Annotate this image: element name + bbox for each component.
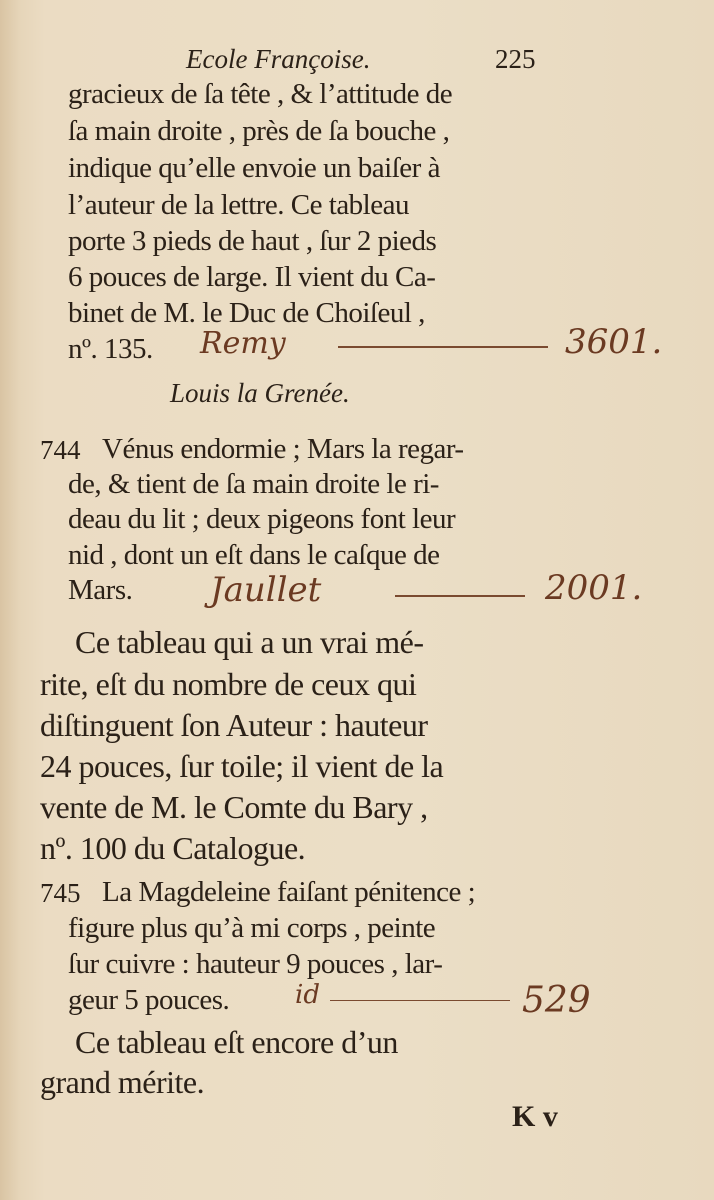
signature-mark: K v [512, 1100, 558, 1133]
handwritten-rule [395, 595, 525, 597]
text-line: La Magdeleine faiſant pénitence ; [102, 876, 476, 908]
text-line: gracieux de ſa tête , & l’attitude de [68, 78, 453, 110]
text-line: grand mérite. [40, 1064, 205, 1100]
text-line: Mars. [68, 574, 133, 606]
handwritten-buyer-name: Remy [200, 326, 286, 361]
text-line: nid , dont un eſt dans le caſque de [68, 539, 440, 571]
text-line: 6 pouces de large. Il vient du Ca- [68, 261, 436, 293]
text-line: indique qu’elle envoie un baiſer à [68, 152, 440, 184]
text-line: Ce tableau eſt encore d’un [75, 1024, 398, 1060]
text-line: diſtinguent ſon Auteur : hauteur [40, 707, 428, 743]
text-line: Ce tableau qui a un vrai mé- [75, 624, 424, 660]
handwritten-price: 529 [522, 980, 591, 1021]
text-line: ſa main droite , près de ſa bouche , [68, 115, 450, 147]
text-line: porte 3 pieds de haut , ſur 2 pieds [68, 225, 437, 257]
handwritten-rule [330, 1000, 510, 1001]
text-line: figure plus qu’à mi corps , peinte [68, 912, 436, 944]
author-heading: Louis la Grenée. [170, 378, 350, 408]
text-line: binet de M. le Duc de Choiſeul , [68, 297, 425, 329]
handwritten-buyer-name: id [295, 980, 320, 1010]
handwritten-rule [338, 346, 548, 348]
text-line: l’auteur de la lettre. Ce tableau [68, 189, 409, 221]
text-line: Vénus endormie ; Mars la regar- [102, 433, 464, 465]
text-line: nº. 100 du Catalogue. [40, 830, 306, 866]
text-line: 24 pouces, ſur toile; il vient de la [40, 748, 444, 784]
text-line: nº. 135. [68, 333, 153, 365]
handwritten-price: 2001. [545, 568, 643, 608]
running-title: Ecole Françoise. [186, 44, 371, 74]
text-line: ſur cuivre : hauteur 9 pouces , lar- [68, 948, 443, 980]
text-line: rite, eſt du nombre de ceux qui [40, 666, 417, 702]
handwritten-buyer-name: Jaullet [210, 570, 322, 610]
lot-number: 745 [40, 878, 81, 908]
text-line: vente de M. le Comte du Bary , [40, 789, 428, 825]
page-number: 225 [495, 44, 536, 74]
lot-number: 744 [40, 435, 81, 465]
text-line: deau du lit ; deux pigeons font leur [68, 503, 456, 535]
text-line: de, & tient de ſa main droite le ri- [68, 468, 439, 500]
handwritten-price: 3601. [565, 322, 663, 362]
text-line: geur 5 pouces. [68, 984, 230, 1016]
